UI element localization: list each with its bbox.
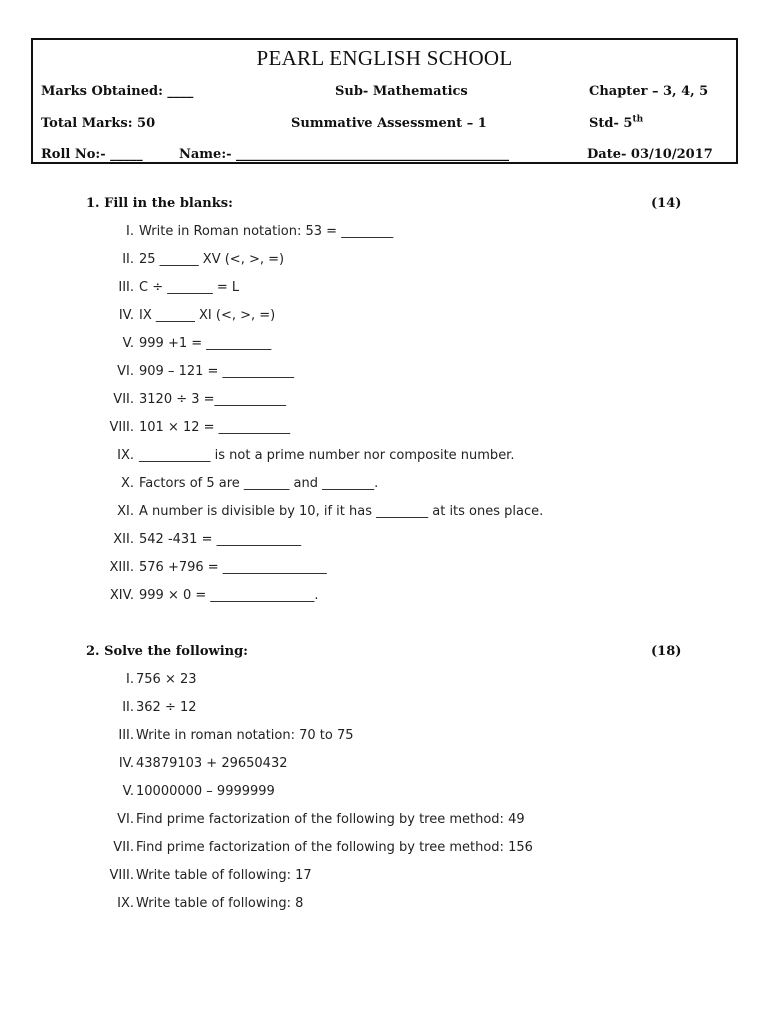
item-number: V.	[122, 336, 134, 351]
std-label: Std- 5	[589, 116, 633, 131]
item-number: X.	[120, 476, 134, 491]
item-text: 101 × 12 = ___________	[139, 420, 291, 435]
item-number: XII.	[113, 532, 134, 547]
date: Date- 03/10/2017	[587, 147, 713, 162]
item-text: 43879103 + 29650432	[136, 756, 288, 771]
item-text: 999 × 0 = ________________.	[139, 588, 319, 603]
std	[589, 116, 643, 131]
section2-title: 2. Solve the following:	[86, 644, 248, 659]
item-number: VII.	[113, 392, 134, 407]
item-text: Find prime factorization of the following by tree method: 49	[136, 812, 525, 827]
item-number: III.	[118, 728, 134, 743]
item-text: Factors of 5 are _______ and ________.	[139, 476, 379, 491]
item-text: Write table of following: 17	[136, 868, 312, 883]
item-text: Write in roman notation: 70 to 75	[136, 728, 354, 743]
item-number: XIV.	[109, 588, 134, 603]
item-text: 10000000 – 9999999	[136, 784, 275, 799]
school-name: PEARL ENGLISH SCHOOL	[256, 46, 513, 70]
item-text: 576 +796 = ________________	[139, 560, 327, 575]
item-text: 362 ÷ 12	[136, 700, 197, 715]
item-number: VI.	[117, 364, 134, 379]
roll-no: Roll No:- _____	[41, 147, 143, 162]
student-name: Name:- __________________________________________	[179, 147, 510, 162]
item-number: IV.	[118, 308, 134, 323]
subject: Sub- Mathematics	[335, 84, 468, 99]
item-text: 756 × 23	[136, 672, 197, 687]
item-number: II.	[122, 700, 134, 715]
item-text: Find prime factorization of the following by tree method: 156	[136, 840, 533, 855]
item-text: 25 ______ XV (<, >, =)	[139, 252, 285, 267]
item-number: V.	[122, 784, 134, 799]
item-number: XI.	[117, 504, 134, 519]
item-text: Write table of following: 8	[136, 896, 304, 911]
item-text: 999 +1 = __________	[139, 336, 272, 351]
item-number: VI.	[117, 812, 134, 827]
section1-title: 1. Fill in the blanks:	[86, 196, 233, 211]
item-number: I.	[126, 672, 134, 687]
item-number: VIII.	[109, 868, 134, 883]
item-text: IX ______ XI (<, >, =)	[139, 308, 276, 323]
item-text: C ÷ _______ = L	[139, 280, 240, 295]
marks-obtained: Marks Obtained: ____	[41, 84, 194, 99]
item-number: IX.	[117, 896, 134, 911]
item-number: II.	[122, 252, 134, 267]
item-number: XIII.	[109, 560, 134, 575]
item-text: 909 – 121 = ___________	[139, 364, 295, 379]
item-number: IV.	[118, 756, 134, 771]
item-number: VII.	[113, 840, 134, 855]
section2-marks: (18)	[651, 644, 682, 659]
item-number: I.	[126, 224, 134, 239]
item-text: ___________ is not a prime number nor composite number.	[139, 448, 515, 463]
std-superscript: th	[632, 114, 644, 125]
item-number: VIII.	[109, 420, 134, 435]
chapter: Chapter – 3, 4, 5	[589, 84, 709, 99]
assessment: Summative Assessment – 1	[291, 116, 487, 131]
item-text: A number is divisible by 10, if it has ________ at its ones place.	[139, 504, 544, 519]
item-number: IX.	[117, 448, 134, 463]
item-text: Write in Roman notation: 53 = ________	[139, 224, 394, 239]
header-box	[31, 38, 738, 164]
item-number: III.	[118, 280, 134, 295]
section1-marks: (14)	[651, 196, 682, 211]
item-text: 3120 ÷ 3 =___________	[139, 392, 287, 407]
item-text: 542 -431 = _____________	[139, 532, 302, 547]
total-marks: Total Marks: 50	[41, 116, 156, 131]
